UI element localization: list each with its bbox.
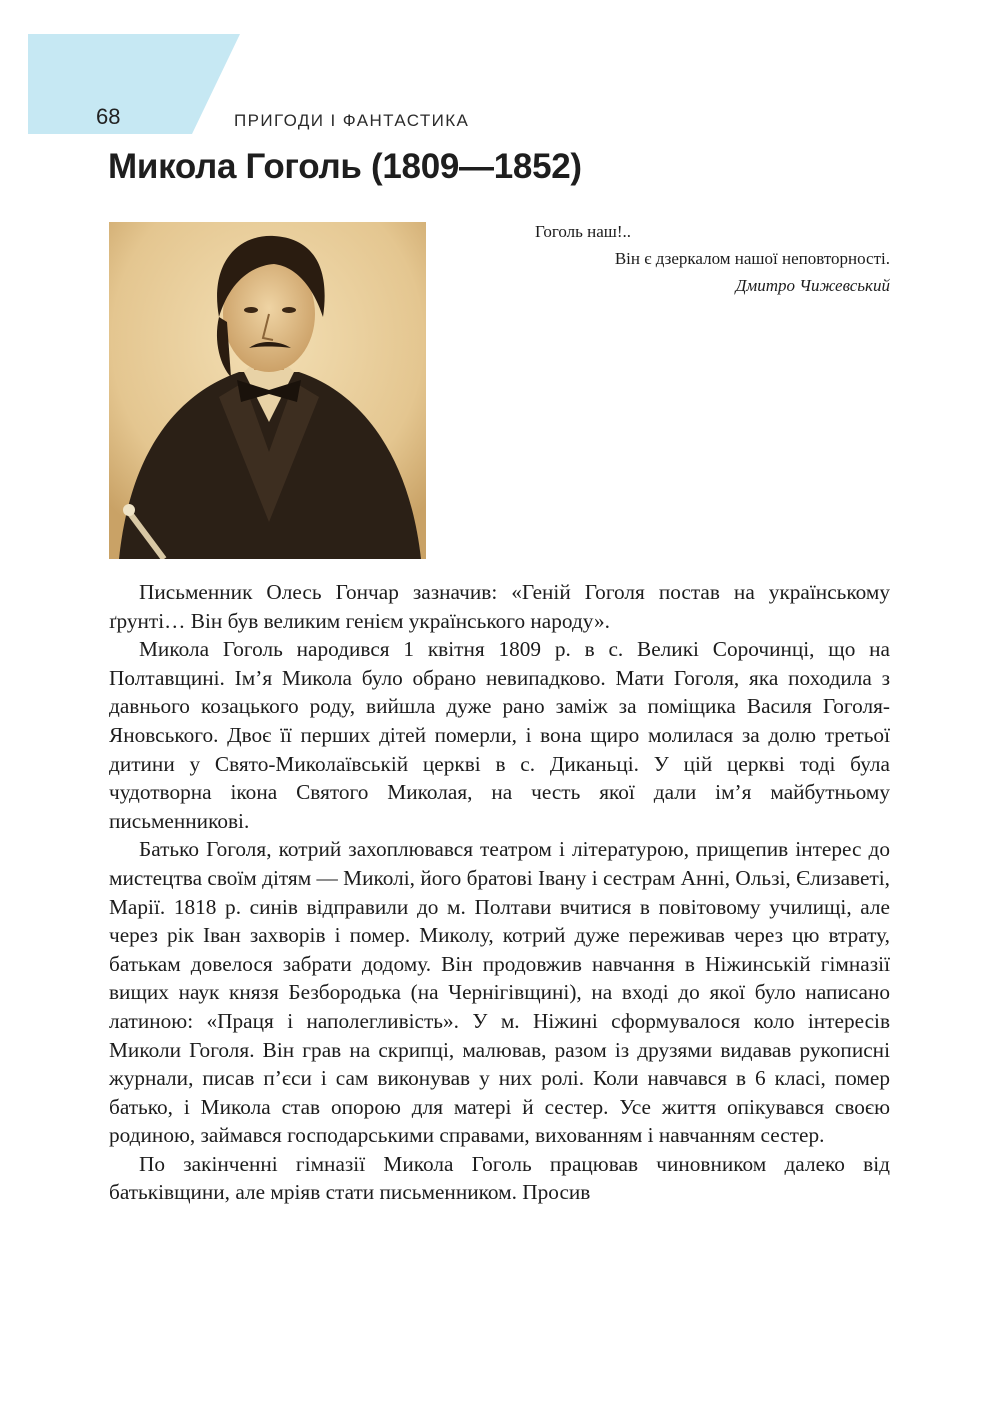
epigraph-line: Він є дзеркалом нашої неповторності. [614,249,890,268]
body-paragraph: По закінченні гімназії Микола Гоголь працював чиновником далеко від батьківщини, але мріяв стати письменником. Просив [109,1151,890,1205]
epigraph-author: Дмитро Чижевський [735,276,890,295]
body-paragraph: Письменник Олесь Гончар зазначив: «Геній Гоголя постав на українському ґрунті… Він був великим генієм українського народу». [109,580,890,633]
body-paragraph: Микола Гоголь народився 1 квітня 1809 р. в с. Великі Сорочинці, що на Полтавщині. Ім’я Микола було обрано невипадково. Мати Гоголя, яка походила з давнього козацького роду, вийшла дуже рано заміж за поміщика Василя Гоголя-Яновського. Двоє її перших дітей померли, і вона щиро молилася за долю третьої дитини у Свято-Миколаївській церкві в с. Диканьці. У цій церкві тоді була чудотворна ікона Святого Миколая, на честь якої дали ім’я майбутньому письменникові. [109,637,890,833]
body-paragraph: Батько Гоголя, котрий захоплювався театром і літературою, прищепив інтерес до мистецтва своїм дітям — Миколі, його братові Івану і сестрам Анні, Ользі, Єлизаветі, Марії. 1818 р. синів відправили до м. Полтави вчитися в повітовому училищі, але через рік Іван захворів і помер. Миколу, котрий дуже переживав через цю втрату, батькам довелося забрати додому. Він продовжив навчання в Ніжинській гімназії вищих наук князя Безбородька (на Чернігівщині), на вході до якої було написано латиною: «Праця і наполегливість». У м. Ніжині сформувалося коло інтересів Миколи Гоголя. Він грав на скрипці, малював, разом із друзями видавав рукописні журнали, писав п’єси і сам виконував у них ролі. Коли навчався в 6 класі, помер батько, і Микола став опорою для матері й сестер. Усе життя опікувався своєю родиною, займався господарськими справами, вихованням і навчанням сестер. [109,837,890,1148]
epigraph [440,218,890,299]
epigraph-line: Гоголь наш!.. [535,222,632,241]
page-number: 68 [96,104,121,129]
section-title: ПРИГОДИ І ФАНТАСТИКА [234,111,470,130]
article-body [109,578,890,1207]
author-portrait [109,222,426,559]
article-title: Микола Гоголь (1809—1852) [108,147,582,186]
